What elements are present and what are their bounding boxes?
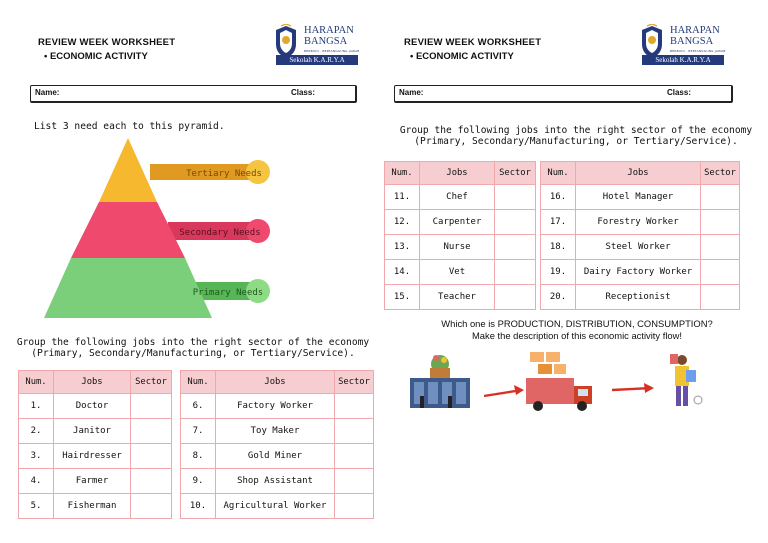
group-instruction: Group the following jobs into the right sector of the economy (Primary, Secondary/Manufacturing, or Tertiary/Service).: [16, 337, 370, 359]
needs-pyramid: [40, 136, 280, 322]
table-row: 9. Shop Assistant: [181, 469, 374, 494]
school-logo: [272, 22, 360, 68]
tertiary-needs-label: Tertiary Needs: [186, 169, 262, 179]
col-num: Num.: [19, 371, 54, 394]
group-instruction: Group the following jobs into the right sector of the economy (Primary, Secondary/Manufacturing, or Tertiary/Service).: [399, 125, 753, 147]
sector-cell[interactable]: [495, 260, 536, 285]
sector-cell[interactable]: [495, 210, 536, 235]
primary-needs-label: Primary Needs: [192, 288, 264, 298]
economic-flow-diagram: [408, 350, 738, 414]
arrow-right-icon: [484, 385, 524, 396]
sector-cell[interactable]: [131, 494, 172, 519]
delivery-truck-illustration-icon: [526, 352, 592, 411]
logo-banner: Sekolah K.A.R.Y.A: [642, 55, 724, 65]
logo-tagline: BERBUDI · BERTANGGUNG JAWAB: [670, 49, 726, 53]
logo-text: HARAPAN BANGSA: [304, 25, 354, 47]
table-row: 7. Toy Maker: [181, 419, 374, 444]
table-row: 6. Factory Worker: [181, 394, 374, 419]
logo-text: HARAPAN BANGSA: [670, 25, 720, 47]
table-row: 18. Steel Worker: [541, 235, 740, 260]
col-sector: Sector: [495, 162, 536, 185]
table-row: 1. Doctor: [19, 394, 172, 419]
sector-cell[interactable]: [335, 494, 374, 519]
name-label: Name:: [399, 88, 424, 97]
col-jobs: Jobs: [420, 162, 495, 185]
sector-cell[interactable]: [701, 260, 740, 285]
class-label: Class:: [290, 88, 315, 97]
sector-cell[interactable]: [335, 469, 374, 494]
sector-cell[interactable]: [701, 235, 740, 260]
worksheet-subtitle: • ECONOMIC ACTIVITY: [44, 51, 148, 62]
school-logo: [638, 22, 726, 68]
table-row: 2. Janitor: [19, 419, 172, 444]
secondary-needs-label: Secondary Needs: [179, 228, 261, 238]
table-row: 3. Hairdresser: [19, 444, 172, 469]
name-label: Name:: [35, 88, 60, 97]
col-sector: Sector: [335, 371, 374, 394]
sector-cell[interactable]: [495, 185, 536, 210]
col-jobs: Jobs: [54, 371, 131, 394]
pyramid-tier-secondary: [71, 202, 185, 258]
table-row: 14. Vet: [385, 260, 536, 285]
table-row: 8. Gold Miner: [181, 444, 374, 469]
pyramid-tier-primary: [44, 258, 212, 318]
table-row: 19. Dairy Factory Worker: [541, 260, 740, 285]
table-row: 12. Carpenter: [385, 210, 536, 235]
sector-cell[interactable]: [701, 285, 740, 310]
table-row: 13. Nurse: [385, 235, 536, 260]
sector-cell[interactable]: [701, 210, 740, 235]
pyramid-tier-tertiary: [99, 138, 157, 202]
jobs-table-6-10: [180, 370, 374, 519]
table-row: 5. Fisherman: [19, 494, 172, 519]
flow-instruction: Which one is PRODUCTION, DISTRIBUTION, CONSUMPTION? Make the description of this economic activity flow!: [441, 318, 713, 341]
worksheet-subtitle: • ECONOMIC ACTIVITY: [410, 51, 514, 62]
table-row: 17. Forestry Worker: [541, 210, 740, 235]
sector-cell[interactable]: [131, 394, 172, 419]
table-row: 11. Chef: [385, 185, 536, 210]
table-row: 15. Teacher: [385, 285, 536, 310]
jobs-table-16-20: [540, 161, 740, 310]
shopper-illustration-icon: [670, 354, 702, 406]
logo-banner: Sekolah K.A.R.Y.A: [276, 55, 358, 65]
col-jobs: Jobs: [576, 162, 701, 185]
sector-cell[interactable]: [335, 444, 374, 469]
arrow-right-icon: [612, 383, 654, 393]
table-row: 4. Farmer: [19, 469, 172, 494]
factory-illustration-icon: [410, 355, 470, 408]
sector-cell[interactable]: [701, 185, 740, 210]
pyramid-instruction: List 3 need each to this pyramid.: [34, 121, 225, 132]
col-sector: Sector: [701, 162, 740, 185]
class-label: Class:: [666, 88, 691, 97]
logo-tagline: BERBUDI · BERTANGGUNG JAWAB: [304, 49, 360, 53]
sector-cell[interactable]: [495, 285, 536, 310]
worksheet-title: REVIEW WEEK WORKSHEET: [404, 37, 542, 48]
sector-cell[interactable]: [335, 419, 374, 444]
sector-cell[interactable]: [131, 469, 172, 494]
sector-cell[interactable]: [131, 419, 172, 444]
col-num: Num.: [181, 371, 216, 394]
col-num: Num.: [541, 162, 576, 185]
col-num: Num.: [385, 162, 420, 185]
name-class-field[interactable]: [30, 85, 357, 103]
sector-cell[interactable]: [495, 235, 536, 260]
sector-cell[interactable]: [131, 444, 172, 469]
worksheet-page-right: [384, 0, 768, 543]
jobs-table-11-15: [384, 161, 536, 310]
col-sector: Sector: [131, 371, 172, 394]
sector-cell[interactable]: [335, 394, 374, 419]
table-row: 16. Hotel Manager: [541, 185, 740, 210]
table-row: 10. Agricultural Worker: [181, 494, 374, 519]
table-row: 20. Receptionist: [541, 285, 740, 310]
col-jobs: Jobs: [216, 371, 335, 394]
worksheet-title: REVIEW WEEK WORKSHEET: [38, 37, 176, 48]
jobs-table-1-5: [18, 370, 172, 519]
name-class-field[interactable]: [394, 85, 733, 103]
